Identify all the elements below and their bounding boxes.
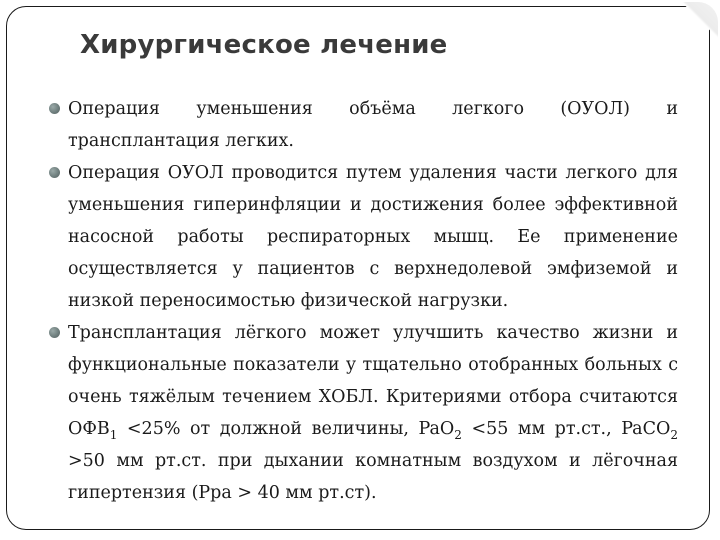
bullet-text: Операция ОУОЛ проводится путем удаления части легкого для уменьшения гиперинфляции и достижения более эффективной насосной работы респираторных мышц. Ее применение осуществляется у пациентов с верхнедолевой эмфиземой и низкой переносимостью физической нагрузки. bbox=[68, 163, 678, 311]
bullet-text-part: Трансплантация лёгкого может улучшить качество жизни и функциональные показатели у тщательно отобранных больных с очень тяжёлым течением ХОБЛ. Критериями отбора считаются ОФВ bbox=[68, 323, 678, 439]
bullet-item-transplantation-criteria bbox=[68, 317, 678, 509]
bullet-dot-icon bbox=[49, 103, 60, 114]
bullet-list bbox=[68, 93, 678, 509]
bullet-item-surgery-options bbox=[68, 93, 678, 157]
subscript-paco2: 2 bbox=[670, 428, 678, 442]
bullet-text: Операция уменьшения объёма легкого (ОУОЛ) и трансплантация легких. bbox=[68, 99, 678, 151]
bullet-text-part: <55 мм рт.ст., PaCO bbox=[461, 419, 671, 439]
bullet-text-part: <25% от должной величины, PaO bbox=[117, 419, 455, 439]
bullet-dot-icon bbox=[49, 327, 60, 338]
subscript-fev1: 1 bbox=[109, 428, 118, 442]
slide-title: Хирургическое лечение bbox=[80, 30, 448, 60]
bullet-text-part: >50 мм рт.ст. при дыхании комнатным воздухом и лёгочная гипертензия (Ppa > 40 мм рт.ст). bbox=[68, 451, 678, 503]
bullet-dot-icon bbox=[49, 167, 60, 178]
bullet-item-lvrs-description bbox=[68, 157, 678, 317]
subscript-pao2: 2 bbox=[454, 428, 462, 442]
